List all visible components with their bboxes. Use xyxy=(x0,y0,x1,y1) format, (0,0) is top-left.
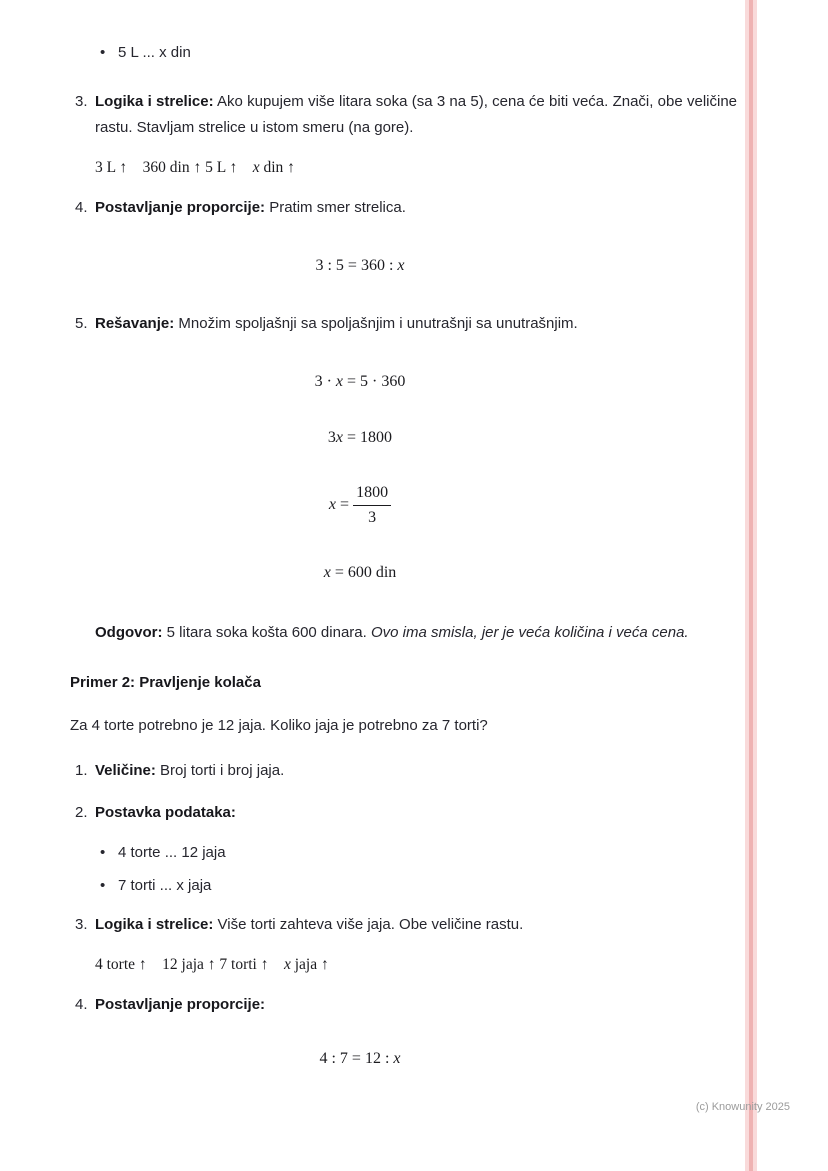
step-text xyxy=(95,89,737,141)
bullet-icon xyxy=(100,842,118,863)
step-number: 3. xyxy=(75,916,88,933)
step-label: Logika i strelice: xyxy=(95,916,214,933)
list-item xyxy=(100,875,737,896)
step-body: Više torti zahteva više jaja. Obe veličine rastu. xyxy=(217,916,524,933)
answer-paragraph xyxy=(95,620,737,646)
numbered-step-3 xyxy=(75,912,737,938)
step-text xyxy=(95,992,737,1018)
equation-result xyxy=(70,562,650,584)
fraction xyxy=(353,483,391,528)
list-item xyxy=(100,842,737,863)
arrow-text: din ↑ xyxy=(259,159,295,176)
fraction-numerator: 1800 xyxy=(353,483,391,506)
step-number: 4. xyxy=(75,996,88,1013)
numbered-step-5 xyxy=(75,311,737,337)
answer-text: 5 litara soka košta 600 dinara. xyxy=(166,624,367,641)
section-heading: Primer 2: Pravljenje kolača xyxy=(70,674,261,691)
list-item-text: 5 L ... x din xyxy=(118,44,191,61)
step-text xyxy=(95,912,737,938)
arrow-notation-line xyxy=(95,157,737,179)
step-number: 2. xyxy=(75,804,88,821)
bullet-icon xyxy=(100,42,118,63)
math-variable-x: x xyxy=(252,159,260,176)
list-item-text: 7 torti ... x jaja xyxy=(118,877,212,894)
step-label: Veličine: xyxy=(95,762,156,779)
intro-paragraph: Za 4 torte potrebno je 12 jaja. Koliko jaja je potrebno za 7 torti? xyxy=(70,717,488,734)
math-text: = 600 din xyxy=(330,564,397,581)
math-text: 4 : 7 = 12 : xyxy=(319,1050,394,1067)
step-body: Pratim smer strelica. xyxy=(269,199,406,216)
arrow-text: 3 L ↑ 360 din ↑ 5 L ↑ xyxy=(95,159,253,176)
watermark: (c) Knowunity 2025 xyxy=(695,1101,790,1113)
step-text xyxy=(95,758,737,784)
arrow-notation-line xyxy=(95,954,737,976)
numbered-step-4 xyxy=(75,992,737,1018)
math-variable-x: x xyxy=(323,564,331,581)
step-text xyxy=(95,311,737,337)
equation-fraction xyxy=(70,483,650,528)
step-number: 3. xyxy=(75,93,88,110)
step-number: 1. xyxy=(75,762,88,779)
list-item xyxy=(100,42,737,63)
step-text xyxy=(95,195,737,221)
step-number: 4. xyxy=(75,199,88,216)
step-label: Rešavanje: xyxy=(95,315,175,332)
math-text: 3 xyxy=(327,429,336,446)
equation-proportion-2 xyxy=(70,1048,650,1070)
numbered-step-2 xyxy=(75,800,737,826)
arrow-text: jaja ↑ xyxy=(290,956,329,973)
list-item-text: 4 torte ... 12 jaja xyxy=(118,844,226,861)
answer-label: Odgovor: xyxy=(95,624,163,641)
math-variable-x: x xyxy=(397,257,405,274)
step-body: Broj torti i broj jaja. xyxy=(160,762,285,779)
step-label: Postavljanje proporcije: xyxy=(95,199,266,216)
equation-3x xyxy=(70,427,650,449)
step-label: Postavka podataka: xyxy=(95,804,236,821)
math-text: 3 : 5 = 360 : xyxy=(315,257,398,274)
math-variable-x: x xyxy=(335,373,344,390)
numbered-step-4 xyxy=(75,195,737,221)
numbered-step-3 xyxy=(75,89,737,141)
math-variable-x: x xyxy=(335,429,344,446)
step-label: Logika i strelice: xyxy=(95,93,214,110)
math-text: 3 · xyxy=(314,373,336,390)
equation-cross-multiply xyxy=(70,371,650,393)
math-text: = 5 · 360 xyxy=(343,373,406,390)
math-variable-x: x xyxy=(283,956,291,973)
fraction-denominator: 3 xyxy=(368,509,377,526)
step-body: Množim spoljašnji sa spoljašnjim i unutrašnji sa unutrašnjim. xyxy=(178,315,578,332)
right-accent-stripe xyxy=(745,0,757,1171)
arrow-text: 4 torte ↑ 12 jaja ↑ 7 torti ↑ xyxy=(95,956,284,973)
answer-comment: Ovo ima smisla, jer je veća količina i veća cena. xyxy=(370,624,689,641)
step-text xyxy=(95,800,737,826)
step-number: 5. xyxy=(75,315,88,332)
step-body: Ako kupujem više litara soka (sa 3 na 5), cena će biti veća. Znači, obe veličine rastu. Stavljam strelice u istom smeru (na gore). xyxy=(95,93,737,136)
numbered-step-1 xyxy=(75,758,737,784)
bullet-icon xyxy=(100,875,118,896)
math-text: = 1800 xyxy=(343,429,393,446)
math-text: = xyxy=(336,496,354,514)
math-variable-x: x xyxy=(393,1050,401,1067)
step-label: Postavljanje proporcije: xyxy=(95,996,266,1013)
equation-proportion xyxy=(70,255,650,277)
math-variable-x: x xyxy=(328,496,337,514)
